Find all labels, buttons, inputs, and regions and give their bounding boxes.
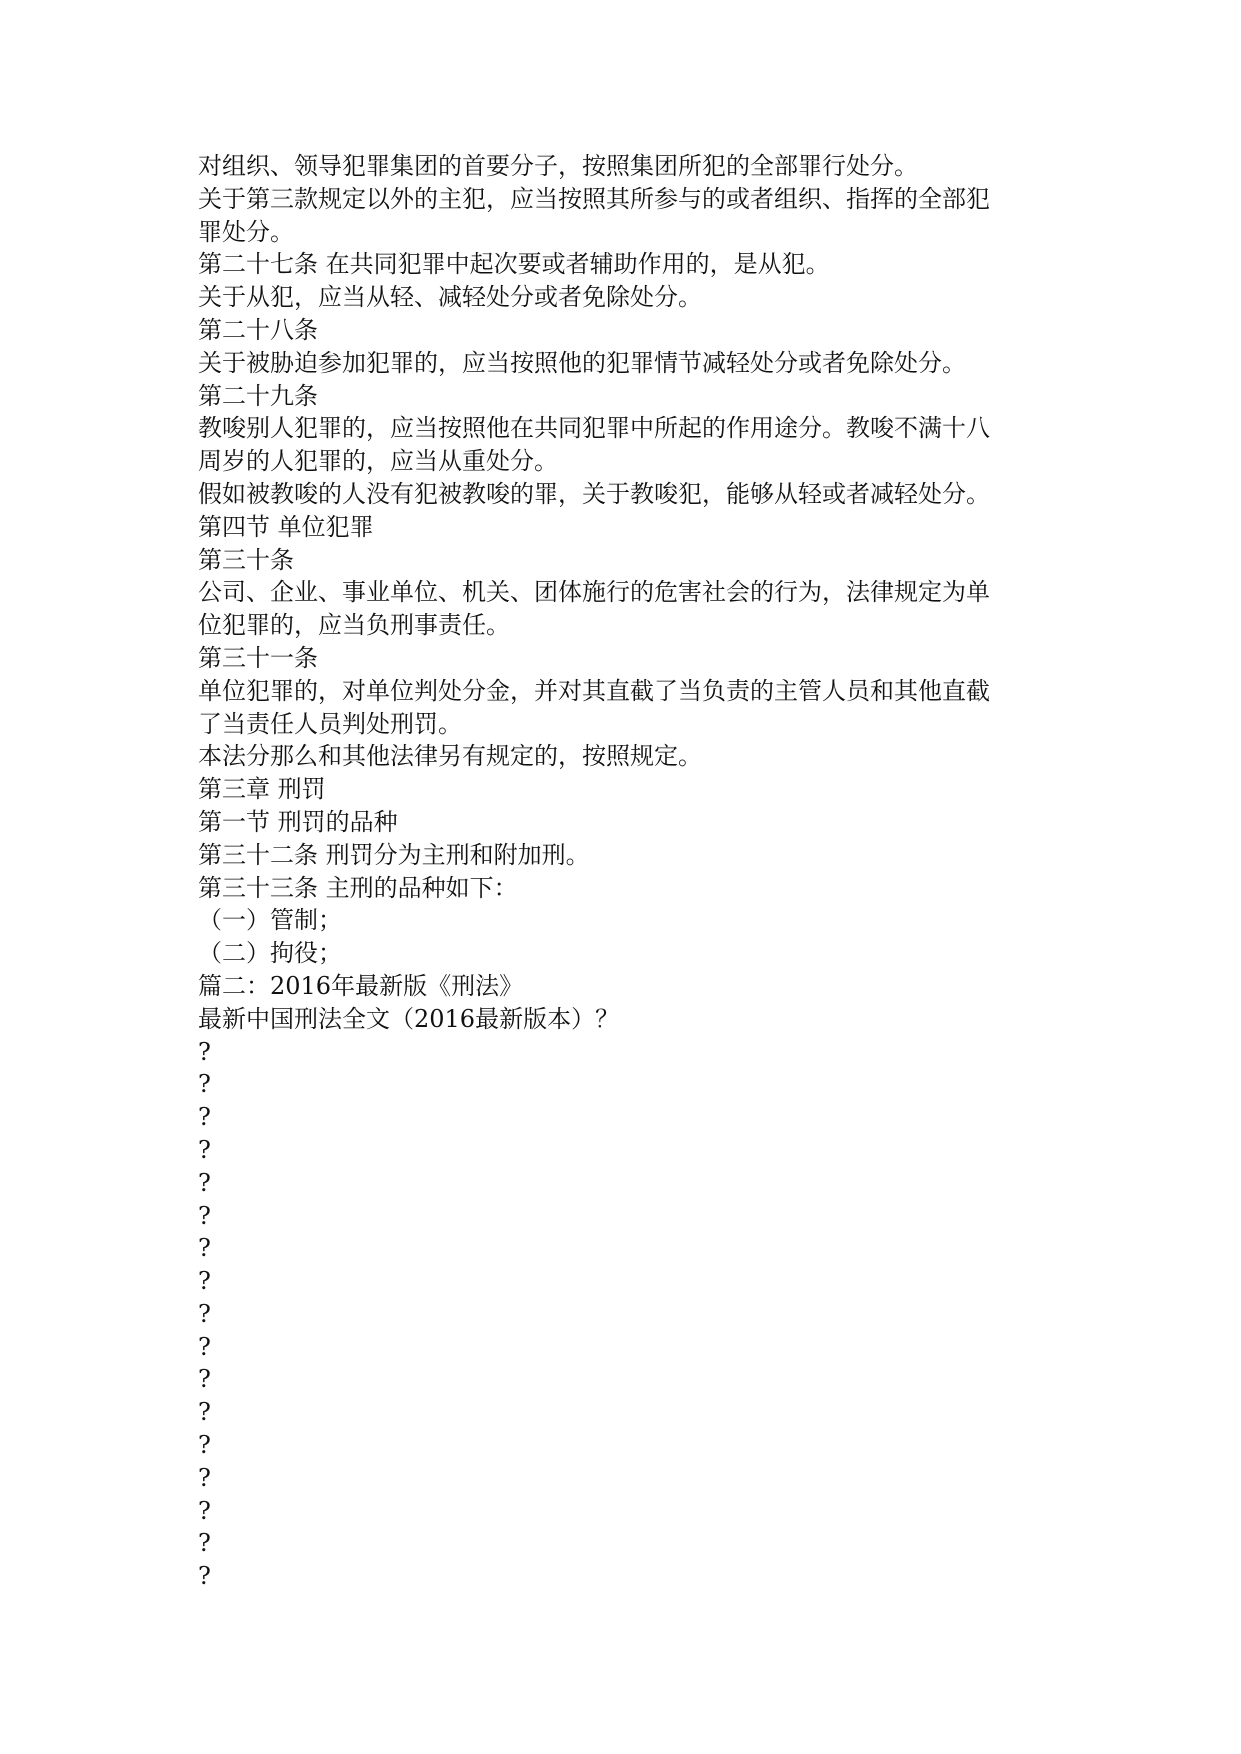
placeholder-mark: ? [198, 1234, 211, 1263]
placeholder-mark: ? [198, 1365, 211, 1394]
list-item: （一）管制； [198, 906, 342, 935]
text-line: 位犯罪的，应当负刑事责任。 [198, 611, 510, 640]
placeholder-mark: ? [198, 1267, 211, 1296]
article-heading: 第三十三条 主刑的品种如下： [198, 873, 518, 902]
text-line: 了当责任人员判处刑罚。 [198, 709, 462, 738]
chapter-heading: 第三章 刑罚 [198, 775, 326, 804]
placeholder-mark: ? [198, 1496, 211, 1525]
placeholder-mark: ? [198, 1037, 211, 1066]
document-body [198, 150, 1058, 1593]
placeholder-mark: ? [198, 1299, 211, 1328]
article-heading: 第二十九条 [198, 381, 318, 410]
text-line: 公司、企业、事业单位、机关、团体施行的危害社会的行为，法律规定为单 [198, 578, 990, 607]
part-heading: 篇二：2016年最新版《刑法》 [198, 971, 524, 1000]
text-line: 周岁的人犯罪的，应当从重处分。 [198, 447, 558, 476]
article-heading: 第三十条 [198, 545, 294, 574]
placeholder-mark: ? [198, 1463, 211, 1492]
document-title: 最新中国刑法全文（2016最新版本）？ [198, 1004, 620, 1033]
placeholder-mark: ? [198, 1135, 211, 1164]
placeholder-mark: ? [198, 1103, 211, 1132]
placeholder-mark: ? [198, 1201, 211, 1230]
text-line: 假如被教唆的人没有犯被教唆的罪，关于教唆犯，能够从轻或者减轻处分。 [198, 479, 990, 508]
article-heading: 第二十八条 [198, 315, 318, 344]
section-heading: 第一节 刑罚的品种 [198, 807, 398, 836]
article-heading: 第三十二条 刑罚分为主刑和附加刑。 [198, 840, 590, 869]
list-item: （二）拘役； [198, 939, 342, 968]
placeholder-mark: ? [198, 1431, 211, 1460]
placeholder-mark: ? [198, 1332, 211, 1361]
placeholder-mark: ? [198, 1168, 211, 1197]
article-heading: 第二十七条 在共同犯罪中起次要或者辅助作用的，是从犯。 [198, 250, 830, 279]
text-line: 对组织、领导犯罪集团的首要分子，按照集团所犯的全部罪行处分。 [198, 152, 918, 180]
text-line: 本法分那么和其他法律另有规定的，按照规定。 [198, 742, 702, 771]
section-heading: 第四节 单位犯罪 [198, 512, 374, 541]
text-line: 关于从犯，应当从轻、减轻处分或者免除处分。 [198, 283, 702, 312]
text-line: 关于被胁迫参加犯罪的，应当按照他的犯罪情节减轻处分或者免除处分。 [198, 348, 966, 377]
placeholder-mark: ? [198, 1529, 211, 1558]
placeholder-mark: ? [198, 1562, 211, 1591]
text-line: 单位犯罪的，对单位判处分金，并对其直截了当负责的主管人员和其他直截 [198, 676, 990, 705]
text-line: 罪处分。 [198, 217, 294, 246]
text-line: 关于第三款规定以外的主犯，应当按照其所参与的或者组织、指挥的全部犯 [198, 184, 990, 213]
placeholder-mark: ? [198, 1398, 211, 1427]
article-heading: 第三十一条 [198, 643, 318, 672]
placeholder-mark: ? [198, 1070, 211, 1099]
text-line: 教唆别人犯罪的，应当按照他在共同犯罪中所起的作用途分。教唆不满十八 [198, 414, 990, 443]
